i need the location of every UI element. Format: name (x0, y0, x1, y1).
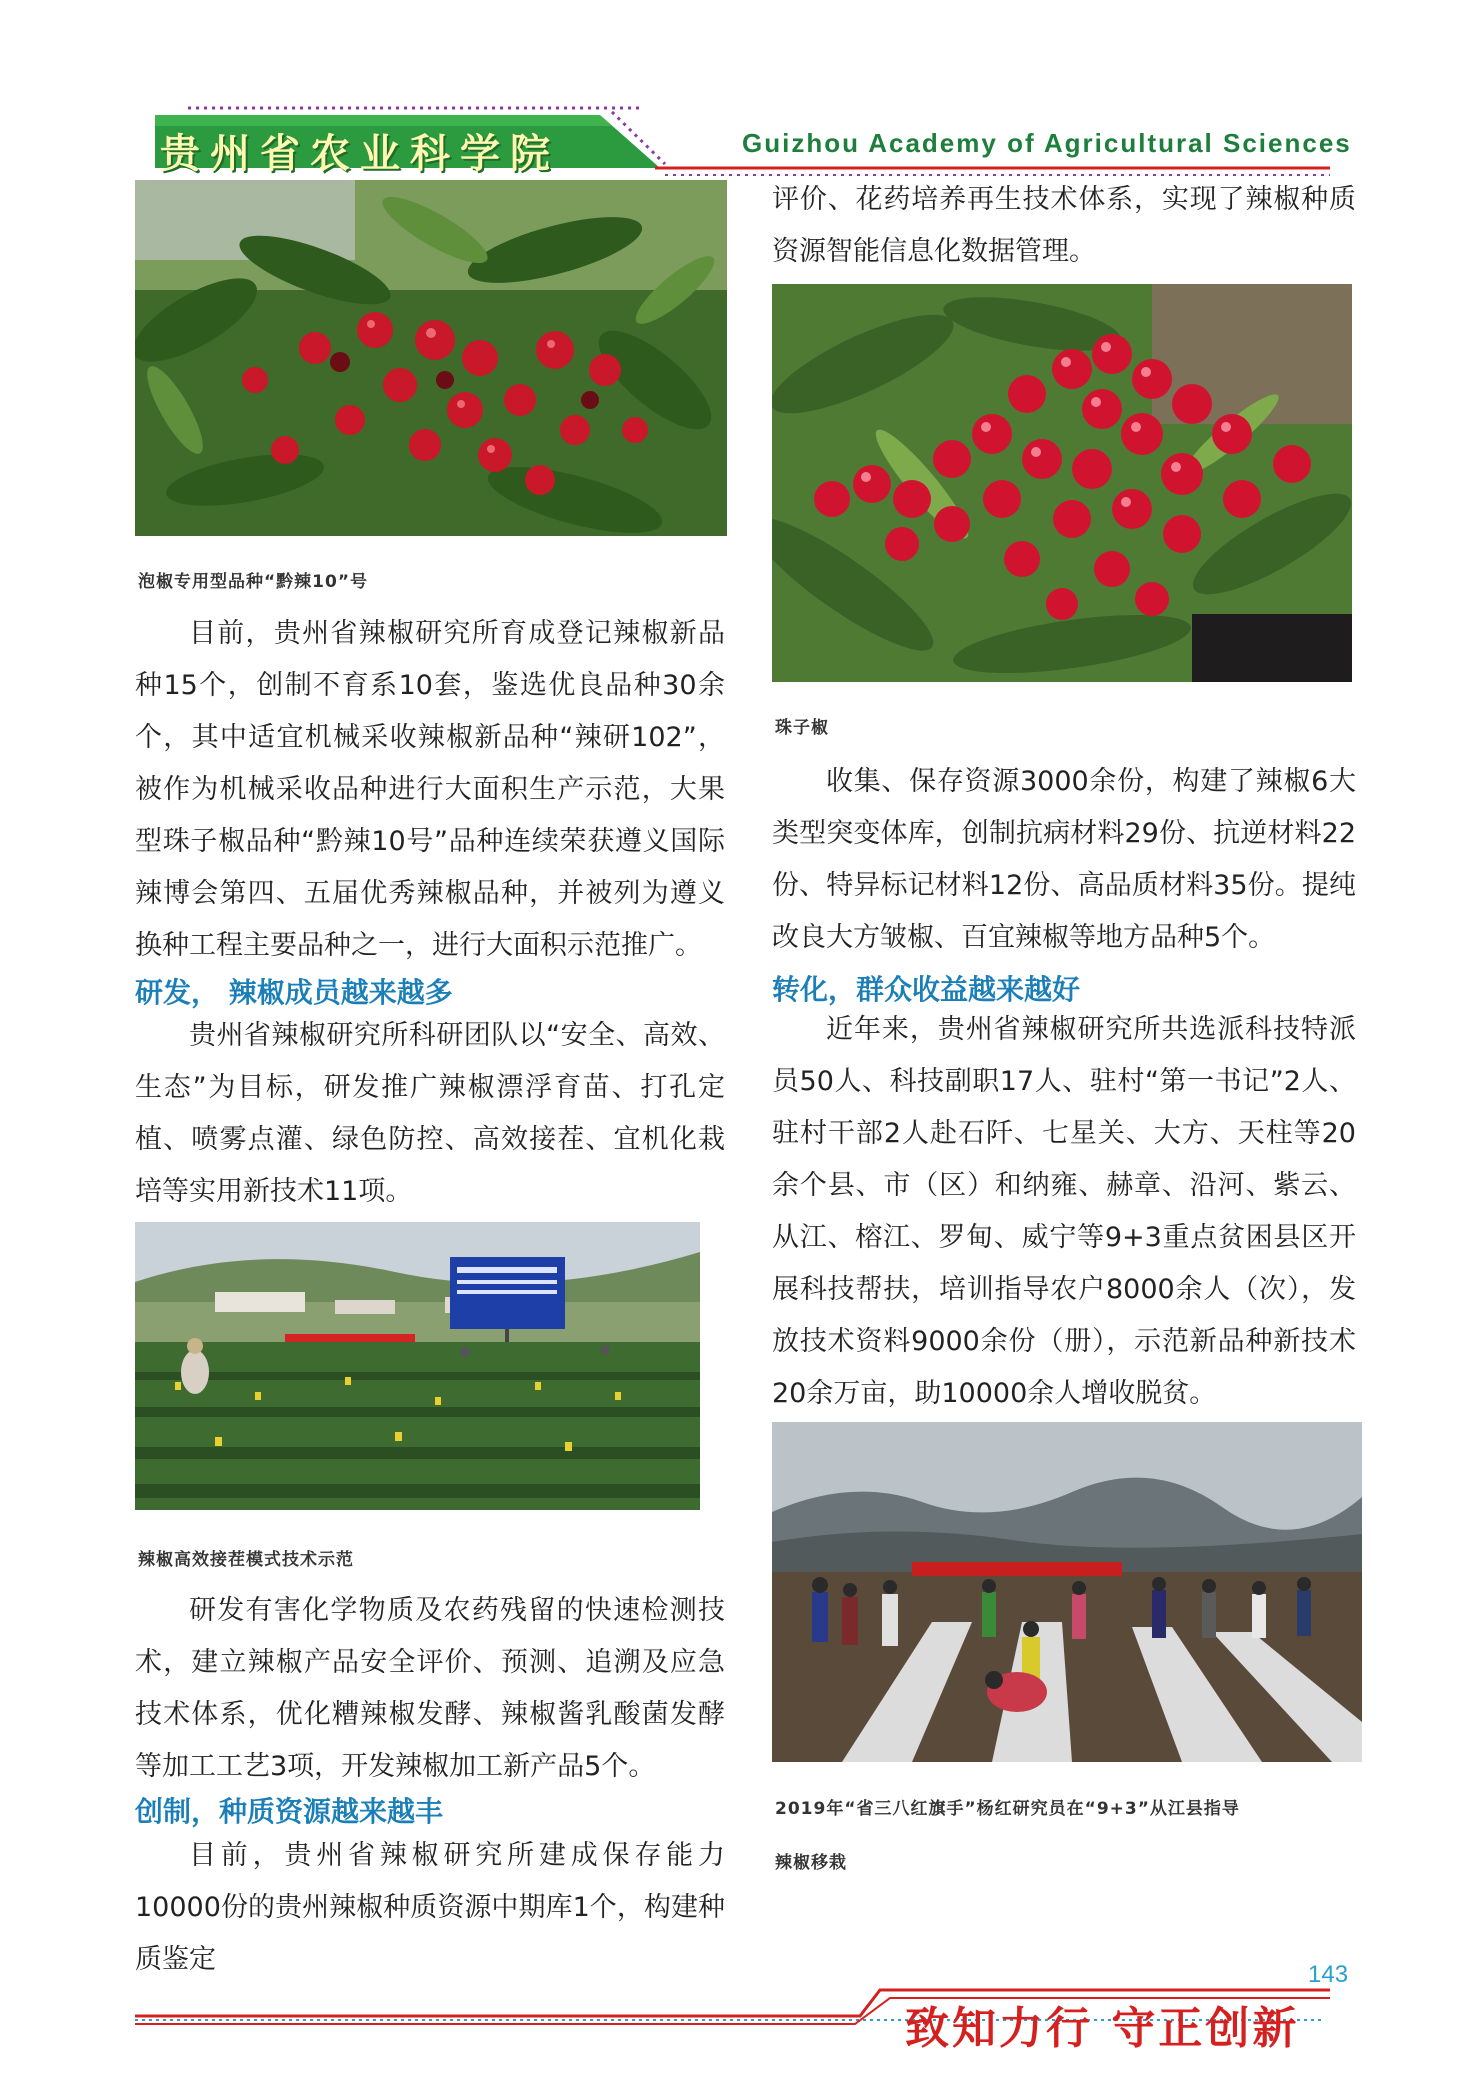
photo-qianla10-peppers (135, 180, 727, 536)
header-title-en: Guizhou Academy of Agricultural Sciences (742, 128, 1352, 158)
paragraph-poverty-alleviation: 近年来，贵州省辣椒研究所共选派科技特派员50人、科技副职17人、驻村“第一书记”2人、驻村干部2人赴石阡、七星关、大方、天柱等20余个县、市（区）和纳雍、赫章、沿河、紫云、从江、榕江、罗甸、威宁等9+3重点贫困县区开展科技帮扶，培训指导农户8000余人（次），发放技术资料9000余份（册），示范新品种新技术20余万亩，助10000余人增收脱贫。 (772, 1014, 1356, 1409)
header-title-cn: 贵州省农业科学院 (160, 131, 560, 177)
photo1-caption: 泡椒专用型品种“黔辣10”号 (138, 572, 369, 592)
page-number: 143 (1308, 1961, 1349, 1988)
paragraph-continued: 评价、花药培养再生技术体系，实现了辣椒种质资源智能信息化数据管理。 (772, 184, 1356, 267)
paragraph-research-tech: 贵州省辣椒研究所科研团队以“安全、高效、生态”为目标，研发推广辣椒漂浮育苗、打孔定植、喷雾点灌、绿色防控、高效接茬、宜机化栽培等实用新技术11项。 (135, 1020, 725, 1207)
page-header (0, 0, 1481, 190)
paragraph-new-varieties: 目前，贵州省辣椒研究所育成登记辣椒新品种15个，创制不育系10套，鉴选优良品种30余个，其中适宜机械采收辣椒新品种“辣研102”，被作为机械采收品种进行大面积生产示范，大果型珠子椒品种“黔辣10号”品种连续荣获遵义国际辣博会第四、五届优秀辣椒品种，并被列为遵义换种工程主要品种之一，进行大面积示范推广。 (135, 618, 725, 961)
section-title-research: 研发， 辣椒成员越来越多 (135, 976, 453, 1009)
photo-transplanting-guidance (772, 1422, 1362, 1762)
photo3-caption: 珠子椒 (775, 718, 829, 738)
section-title-germplasm: 创制，种质资源越来越丰 (135, 1795, 444, 1828)
footer-slogan: 致知力行 守正创新 (905, 2003, 1300, 2054)
photo-field-demonstration (135, 1222, 700, 1510)
paragraph-germplasm-bank: 目前，贵州省辣椒研究所建成保存能力10000份的贵州辣椒种质资源中期库1个，构建种质鉴定 (135, 1840, 725, 1975)
photo4-caption-line1: 2019年“省三八红旗手”杨红研究员在“9+3”从江县指导 (775, 1799, 1240, 1819)
section-title-transformation: 转化，群众收益越来越好 (772, 973, 1081, 1006)
photo4-caption-line2: 辣椒移栽 (775, 1853, 847, 1873)
paragraph-detection-tech: 研发有害化学物质及农药残留的快速检测技术，建立辣椒产品安全评价、预测、追溯及应急技术体系，优化糟辣椒发酵、辣椒酱乳酸菌发酵等加工工艺3项，开发辣椒加工新产品5个。 (135, 1595, 725, 1782)
paragraph-resource-collection: 收集、保存资源3000余份，构建了辣椒6大类型突变体库，创制抗病材料29份、抗逆材料22份、特异标记材料12份、高品质材料35份。提纯改良大方皱椒、百宜辣椒等地方品种5个。 (772, 766, 1356, 953)
photo2-caption: 辣椒高效接茬模式技术示范 (138, 1550, 354, 1570)
photo-zhuzi-peppers (772, 284, 1352, 682)
